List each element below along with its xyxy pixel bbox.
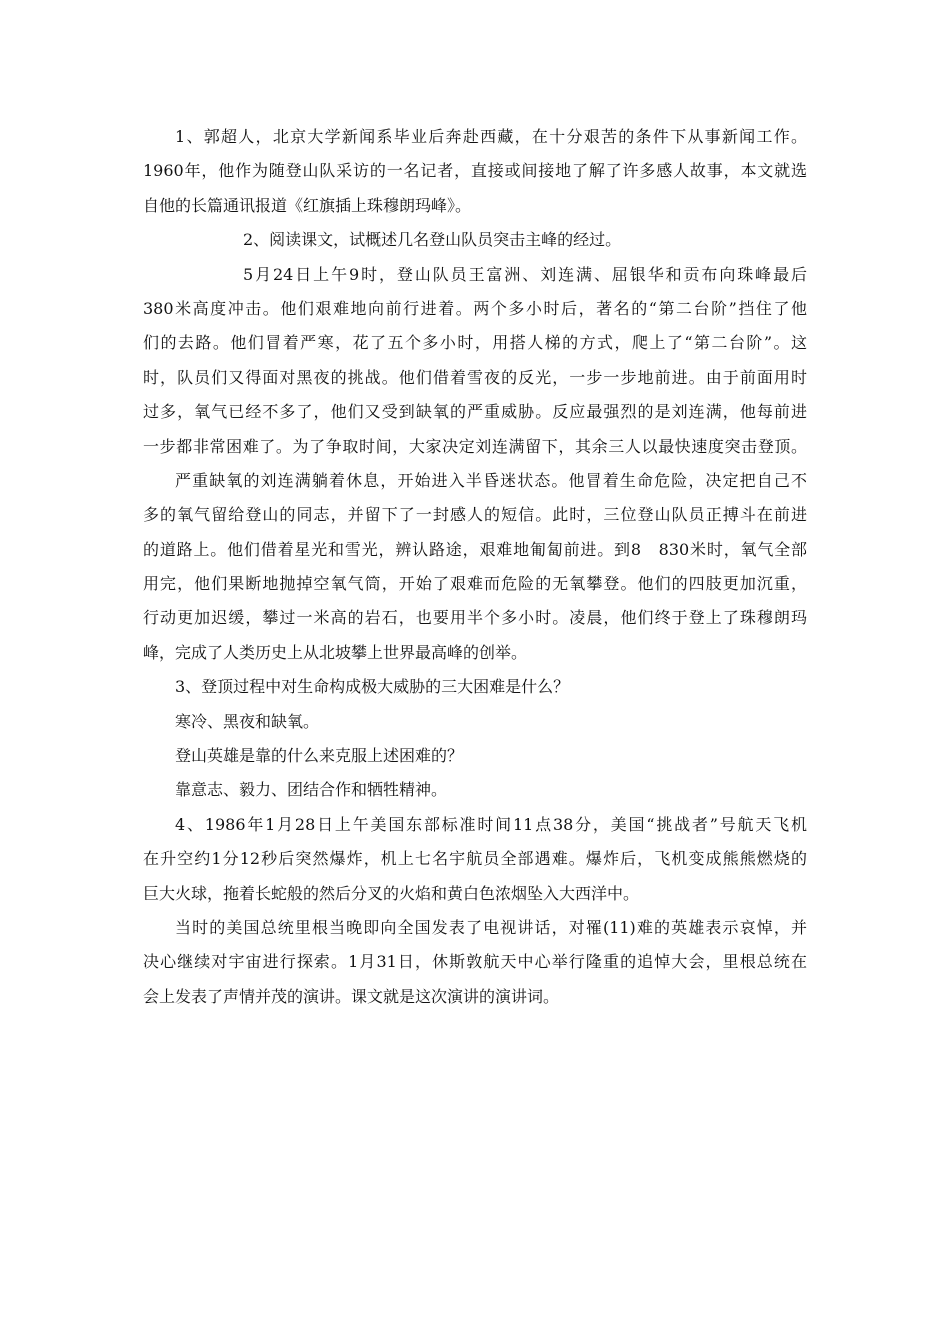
text-line: 多的氧气留给登山的同志，并留下了一封感人的短信。此时，三位登山队员正搏斗在前进 [143, 505, 807, 525]
text-line: 过多，氧气已经不多了，他们又受到缺氧的严重威胁。反应最强烈的是刘连满，他每前进 [143, 402, 807, 422]
text-line: 3、登顶过程中对生命构成极大威胁的三大困难是什么？ [175, 677, 570, 697]
text-line: 5月24日上午9时，登山队员王富洲、刘连满、屈银华和贡布向珠峰最后 [243, 264, 807, 284]
text-line: 峰，完成了人类历史上从北坡攀上世界最高峰的创举。 [143, 642, 528, 662]
text-line: 用完，他们果断地抛掉空氧气筒，开始了艰难而危险的无氧攀登。他们的四肢更加沉重， [143, 574, 807, 594]
text-line: 自他的长篇通讯报道《红旗插上珠穆朗玛峰》。 [143, 195, 472, 215]
text-line: 的道路上。他们借着星光和雪光，辨认路途，艰难地匍匐前进。到8 830米时，氧气全部 [143, 539, 807, 559]
text-line: 2、阅读课文，试概述几名登山队员突击主峰的经过。 [243, 230, 622, 250]
text-line: 巨大火球，拖着长蛇般的然后分叉的火焰和黄白色浓烟坠入大西洋中。 [143, 883, 640, 903]
text-line: 寒冷、黑夜和缺氧。 [175, 711, 320, 731]
text-line: 在升空约1分12秒后突然爆炸，机上七名宇航员全部遇难。爆炸后，飞机变成熊熊燃烧的 [143, 849, 807, 869]
text-line: 们的去路。他们冒着严寒，花了五个多小时，用搭人梯的方式，爬上了“第二台阶”。这 [143, 333, 807, 353]
document-body [143, 120, 807, 1014]
text-line: 行动更加迟缓，攀过一米高的岩石，也要用半个多小时。凌晨，他们终于登上了珠穆朗玛 [143, 608, 807, 628]
text-line: 决心继续对宇宙进行探索。1月31日，休斯敦航天中心举行隆重的追悼大会，里根总统在 [143, 952, 807, 972]
text-line: 当时的美国总统里根当晚即向全国发表了电视讲话，对罹(11)难的英雄表示哀悼，并 [175, 917, 807, 937]
text-line: 1960年，他作为随登山队采访的一名记者，直接或间接地了解了许多感人故事，本文就选 [143, 161, 807, 181]
text-line: 一步都非常困难了。为了争取时间，大家决定刘连满留下，其余三人以最快速度突击登顶。 [143, 436, 807, 456]
text-line: 靠意志、毅力、团结合作和牺牲精神。 [175, 780, 448, 800]
text-line: 380米高度冲击。他们艰难地向前行进着。两个多小时后，著名的“第二台阶”挡住了他 [143, 298, 807, 318]
text-line: 1、郭超人，北京大学新闻系毕业后奔赴西藏，在十分艰苦的条件下从事新闻工作。 [175, 127, 807, 146]
text-line: 时，队员们又得面对黑夜的挑战。他们借着雪夜的反光，一步一步地前进。由于前面用时 [143, 367, 807, 387]
text-line: 登山英雄是靠的什么来克服上述困难的？ [175, 746, 464, 766]
text-line: 4、1986年1月28日上午美国东部标准时间11点38分，美国“挑战者”号航天飞机 [175, 814, 807, 834]
text-line: 会上发表了声情并茂的演讲。课文就是这次演讲的演讲词。 [143, 986, 560, 1006]
text-line: 严重缺氧的刘连满躺着休息，开始进入半昏迷状态。他冒着生命危险，决定把自己不 [175, 470, 807, 490]
